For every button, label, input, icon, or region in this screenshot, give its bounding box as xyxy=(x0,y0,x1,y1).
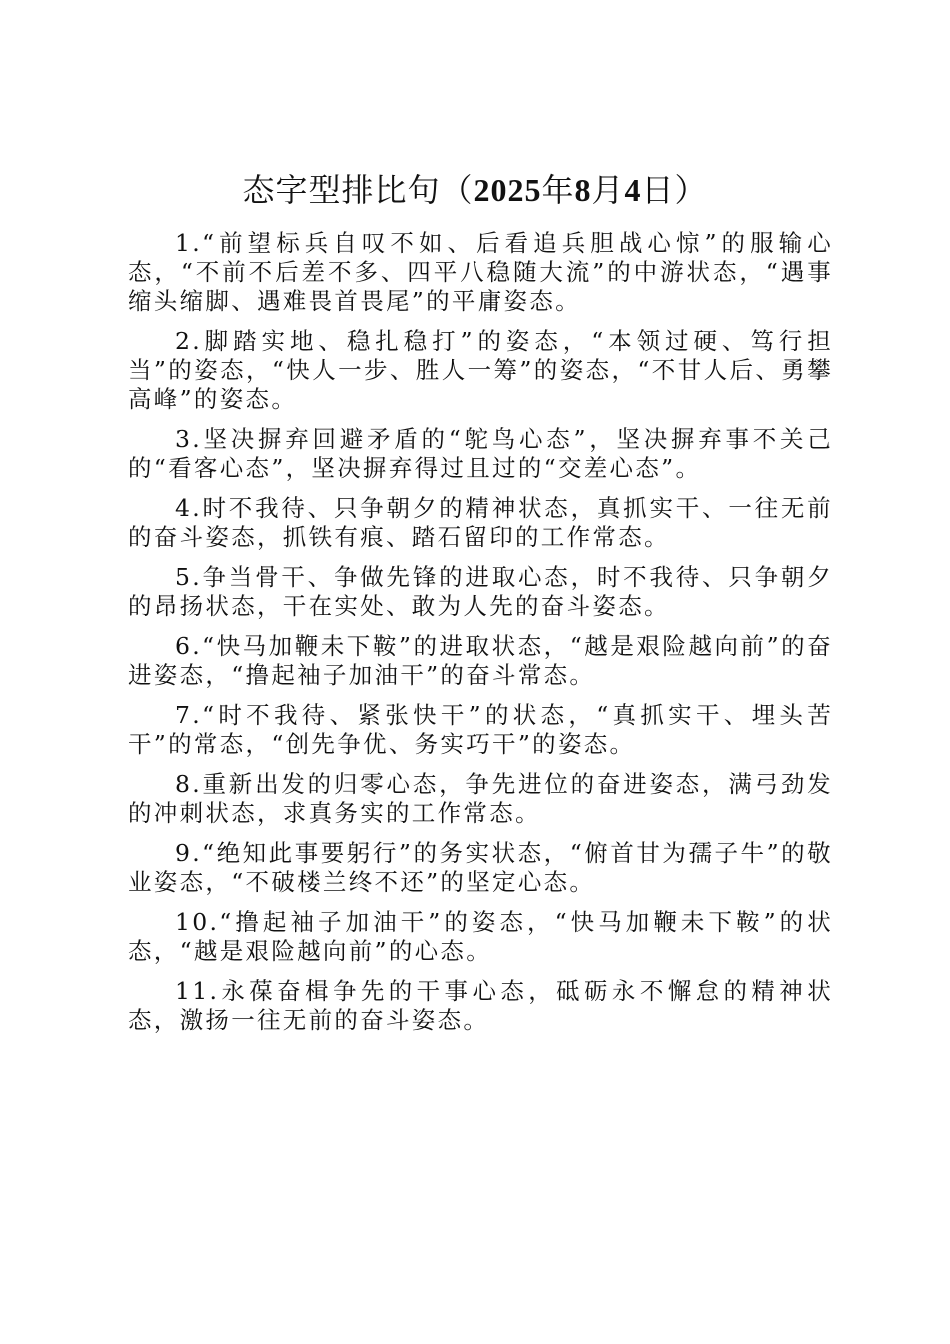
document-body xyxy=(128,229,833,1046)
paragraph-10: 10.“撸起袖子加油干”的姿态，“快马加鞭未下鞍”的状态，“越是艰险越向前”的心态。 xyxy=(128,908,833,965)
title-year: 2025 xyxy=(473,172,542,208)
title-month-unit: 月 xyxy=(591,171,625,209)
title-year-unit: 年 xyxy=(541,171,575,209)
title-day: 4 xyxy=(624,172,642,208)
paragraph-3: 3.坚决摒弃回避矛盾的“鸵鸟心态”，坚决摒弃事不关己的“看客心态”，坚决摒弃得过且过的“交差心态”。 xyxy=(128,425,833,482)
title-month: 8 xyxy=(574,172,592,208)
paragraph-9: 9.“绝知此事要躬行”的务实状态，“俯首甘为孺子牛”的敬业姿态，“不破楼兰终不还”的坚定心态。 xyxy=(128,839,833,896)
paragraph-2: 2.脚踏实地、稳扎稳打”的姿态，“本领过硬、笃行担当”的姿态，“快人一步、胜人一筹”的姿态，“不甘人后、勇攀高峰”的姿态。 xyxy=(128,327,833,413)
paragraph-5: 5.争当骨干、争做先锋的进取心态，时不我待、只争朝夕的昂扬状态，干在实处、敢为人先的奋斗姿态。 xyxy=(128,563,833,620)
document-title xyxy=(0,165,950,215)
title-suffix: 日） xyxy=(641,171,708,209)
paragraph-6: 6.“快马加鞭未下鞍”的进取状态，“越是艰险越向前”的奋进姿态，“撸起袖子加油干”的奋斗常态。 xyxy=(128,632,833,689)
paragraph-11: 11.永葆奋楫争先的干事心态，砥砺永不懈怠的精神状态，激扬一往无前的奋斗姿态。 xyxy=(128,977,833,1034)
paragraph-1: 1.“前望标兵自叹不如、后看追兵胆战心惊”的服输心态，“不前不后差不多、四平八稳随大流”的中游状态，“遇事缩头缩脚、遇难畏首畏尾”的平庸姿态。 xyxy=(128,229,833,315)
title-prefix: 态字型排比句（ xyxy=(242,171,474,209)
paragraph-8: 8.重新出发的归零心态，争先进位的奋进姿态，满弓劲发的冲刺状态，求真务实的工作常态。 xyxy=(128,770,833,827)
paragraph-4: 4.时不我待、只争朝夕的精神状态，真抓实干、一往无前的奋斗姿态，抓铁有痕、踏石留印的工作常态。 xyxy=(128,494,833,551)
paragraph-7: 7.“时不我待、紧张快干”的状态，“真抓实干、埋头苦干”的常态，“创先争优、务实巧干”的姿态。 xyxy=(128,701,833,758)
